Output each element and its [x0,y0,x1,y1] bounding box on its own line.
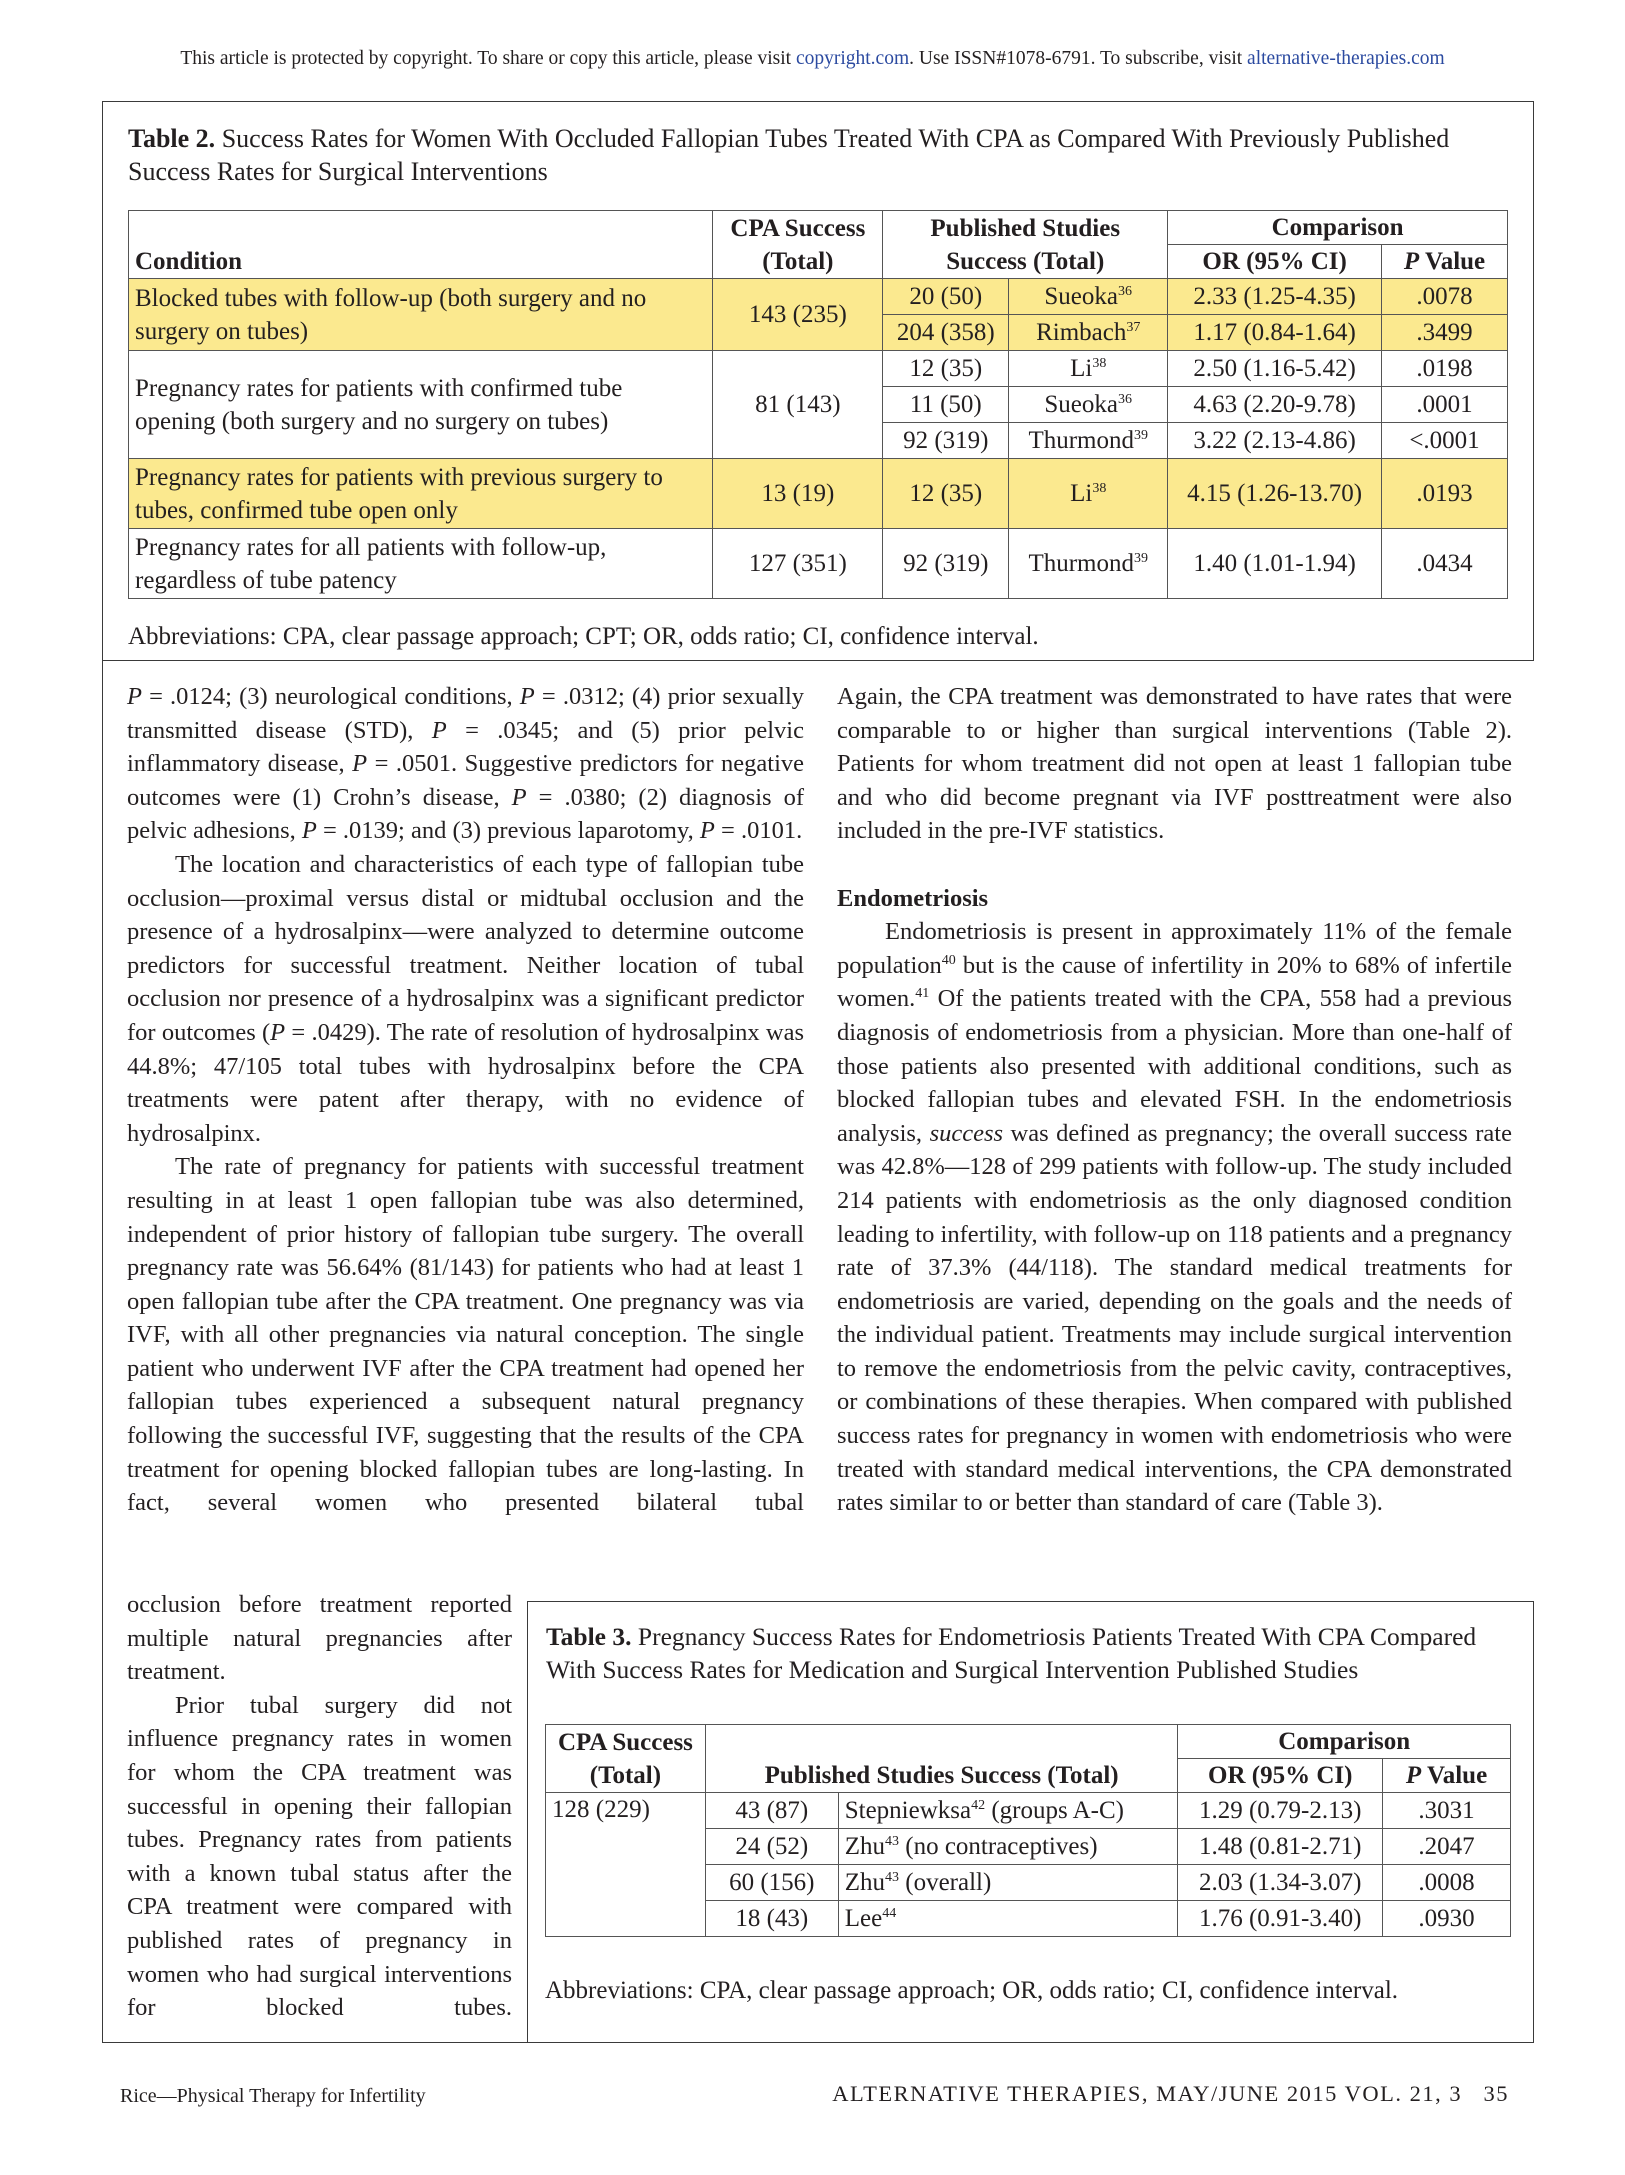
or-cell: 1.76 (0.91-3.40) [1178,1901,1383,1937]
col-comparison-header: Comparison [1178,1725,1511,1759]
col-or-header: OR (95% CI) [1178,1759,1383,1793]
p-cell: .3499 [1382,315,1508,351]
left-paragraph-4: Prior tubal surgery did not influence pregnancy rates in women for whom the CPA treatment was successful in opening their fallopian tubes. Pregnancy rates from patients with a known tubal status after the CPA treatment were compared with published rates of pregnancy in women who had surgical interventions for blocked tubes. [127,1691,512,2022]
study-name: Zhu [844,1869,885,1896]
pub-cell: 12 (35) [883,351,1009,387]
ref-number: 39 [1133,428,1148,443]
or-cell: 4.63 (2.20-9.78) [1168,387,1382,423]
ref-number: 38 [1092,356,1107,371]
cpa-cell: 143 (235) [713,279,883,351]
left-paragraph-3-cont: occlusion before treatment reported multiple natural pregnancies after treatment. [127,1591,512,1686]
study-name: Sueoka [1044,283,1119,310]
study-name: Thurmond [1028,550,1134,577]
p-cell: .0078 [1382,279,1508,315]
table3 [545,1724,1511,1937]
left-column-narrow [127,1588,512,2025]
cpa-cell: 127 (351) [713,529,883,599]
table-row [129,459,1508,529]
cpa-header-line2: (Total) [589,1761,662,1789]
table3-caption [546,1620,1531,1686]
section-heading-endometriosis: Endometriosis [837,884,989,912]
or-cell: 1.48 (0.81-2.71) [1178,1829,1383,1865]
cpa-cell: 128 (229) [546,1793,706,1937]
pub-cell: 11 (50) [883,387,1009,423]
table3-title: Pregnancy Success Rates for Endometriosis Patients Treated With CPA Compared With Success Rates for Medication and Surgical Intervention Published Studies [546,1622,1477,1684]
table2-title: Success Rates for Women With Occluded Fallopian Tubes Treated With CPA as Compared With Previously Published Success Rates for Surgical Interventions [128,124,1450,186]
page-frame-bottom [102,2042,530,2043]
or-cell: 1.29 (0.79-2.13) [1178,1793,1383,1829]
table3-label: Table 3. [546,1622,632,1651]
ref-number: 43 [885,1870,899,1885]
cpa-cell: 13 (19) [713,459,883,529]
left-paragraph-1: P = .0124; (3) neurological conditions, P = .0312; (4) prior sexually transmitted disease (STD), P = .0345; and (5) prior pelvic inflammatory disease, P = .0501. Suggestive predictors for negative outcomes were (1) Crohn’s disease, P = .0380; (2) diagnosis of pelvic adhesions, P = .0139; and (3) previous laparotomy, P = .0101. [127,683,804,845]
ref-number: 44 [882,1906,897,1921]
condition-cell: Pregnancy rates for patients with confirmed tube opening (both surgery and no surgery on tubes) [129,351,713,459]
study-name: Li [1070,480,1093,507]
condition-cell: Pregnancy rates for all patients with follow-up, regardless of tube patency [129,529,713,599]
study-name: Li [1070,355,1093,382]
left-paragraph-3: The rate of pregnancy for patients with successful treatment resulting in at least 1 open fallopian tube was also determined, independent of prior history of fallopian tube surgery. The overall pregnancy rate was 56.64% (81/143) for patients who had at least 1 open fallopian tube after the CPA treatment. One pregnancy was via IVF, with all other pregnancies via natural conception. The single patient who underwent IVF after the CPA treatment had opened her fallopian tubes experienced a subsequent natural pregnancy following the successful IVF, suggesting that the results of the CPA treatment for opening blocked fallopian tubes are long-lasting. In fact, several women who presented bilateral tubal [127,1153,804,1517]
table2-label: Table 2. [128,124,216,153]
ref-number: 36 [1118,392,1133,407]
or-cell: 3.22 (2.13-4.86) [1168,423,1382,459]
pub-cell: 43 (87) [705,1793,838,1829]
right-column [837,680,1512,1520]
col-cpa-header [713,211,883,279]
pub-cell: 92 (319) [883,423,1009,459]
copyright-notice [0,48,1625,70]
cpa-header-line2: (Total) [762,247,834,275]
col-published-header: Published Studies Success (Total) [705,1725,1178,1793]
ref-number: 36 [1118,284,1133,299]
ref-number: 38 [1092,481,1107,496]
study-name: Thurmond [1028,427,1134,454]
p-italic: P [1405,1762,1422,1789]
cpa-header-line1: CPA Success [557,1728,693,1756]
or-cell: 1.40 (1.01-1.94) [1168,529,1382,599]
p-cell: .0193 [1382,459,1508,529]
pub-cell: 92 (319) [883,529,1009,599]
table-row [129,529,1508,599]
left-column [127,680,804,1520]
table-row [546,1793,1511,1829]
page-frame-left [102,660,103,2043]
study-cell [1009,351,1168,387]
pub-cell: 20 (50) [883,279,1009,315]
study-cell [1009,423,1168,459]
ref-number: 37 [1126,320,1141,335]
or-cell: 2.50 (1.16-5.42) [1168,351,1382,387]
notice-middle: . Use ISSN#1078-6791. To subscribe, visit [909,48,1248,69]
right-paragraph-2: Endometriosis is present in approximately 11% of the female population$^{40}$ but is the cause of infertility in 20% to 68% of infertile women.$^{41}$ Of the patients treated with the CPA, 558 had a previous diagnosis of endometriosis from a physician. More than one-half of those patients also presented with additional conditions, such as blocked fallopian tubes and elevated FSH. In the endometriosis analysis, success was defined as pregnancy; the overall success rate was 42.8%—128 of 299 patients with follow-up. The study included 214 patients with endometriosis as the only diagnosed condition leading to infertility, with follow-up on 118 patients and a pregnancy rate of 37.3% (44/118). The standard medical treatments for endometriosis are varied, depending on the goals and the needs of the individual patient. Treatments may include surgical intervention to remove the endometriosis from the pelvic cavity, contraceptives, or combinations of these therapies. When compared with published success rates for pregnancy in women with endometriosis who were treated with standard medical interventions, the CPA demonstrated rates similar to or better than standard of care (Table 3). [837,918,1512,1517]
study-cell [838,1865,1178,1901]
table2-box [102,101,1534,661]
study-name: Stepniewksa [844,1797,972,1824]
condition-cell: Blocked tubes with follow-up (both surgery and no surgery on tubes) [129,279,713,351]
p-cell: .3031 [1383,1793,1511,1829]
table2-abbreviations: Abbreviations: CPA, clear passage approach; CPT; OR, odds ratio; CI, confidence interval. [128,623,1039,650]
condition-cell: Pregnancy rates for patients with previous surgery to tubes, confirmed tube open only [129,459,713,529]
col-published-header [883,211,1168,279]
right-paragraph-1: Again, the CPA treatment was demonstrated to have rates that were comparable to or higher than surgical interventions (Table 2). Patients for whom treatment did not open at least 1 fallopian tube and who did become pregnant via IVF posttreatment were also included in the pre-IVF statistics. [837,683,1512,845]
p-cell: .0198 [1382,351,1508,387]
col-p-header [1383,1759,1511,1793]
study-cell [1009,529,1168,599]
col-comparison-header: Comparison [1168,211,1508,245]
table3-abbreviations: Abbreviations: CPA, clear passage approach; OR, odds ratio; CI, confidence interval. [545,1977,1399,2004]
study-note: (overall) [899,1869,992,1896]
cpa-header-line1: CPA Success [730,214,866,242]
subscribe-link[interactable]: alternative-therapies.com [1247,48,1445,69]
p-rest: Value [1421,1762,1488,1789]
pub-header-line2: Success (Total) [946,247,1105,275]
study-name: Sueoka [1044,391,1119,418]
p-cell: <.0001 [1382,423,1508,459]
study-cell [838,1901,1178,1937]
ref-number: 43 [885,1834,899,1849]
table3-box [527,1601,1534,2043]
pub-cell: 60 (156) [705,1865,838,1901]
spacer [837,848,1512,882]
p-cell: .2047 [1383,1829,1511,1865]
table2 [128,210,1508,599]
study-cell [1009,459,1168,529]
ref-number: 39 [1133,551,1148,566]
p-cell: .0434 [1382,529,1508,599]
p-rest: Value [1419,248,1486,275]
copyright-link[interactable]: copyright.com [795,48,910,69]
table-row [129,351,1508,387]
running-footer-left: Rice—Physical Therapy for Infertility [120,2085,426,2107]
left-paragraph-2: The location and characteristics of each type of fallopian tube occlusion—proximal versus distal or midtubal occlusion and the presence of a hydrosalpinx—were analyzed to determine outcome predictors for successful treatment. Neither location of tubal occlusion nor presence of a hydrosalpinx was a significant predictor for outcomes (P = .0429). The rate of resolution of hydrosalpinx was 44.8%; 47/105 total tubes with hydrosalpinx before the CPA treatments were patent after therapy, with no evidence of hydrosalpinx. [127,850,804,1147]
col-or-header: OR (95% CI) [1168,245,1382,279]
pub-cell: 24 (52) [705,1829,838,1865]
or-cell: 2.33 (1.25-4.35) [1168,279,1382,315]
p-cell: .0008 [1383,1865,1511,1901]
pub-cell: 18 (43) [705,1901,838,1937]
pub-header-line1: Published Studies [930,214,1121,242]
or-cell: 1.17 (0.84-1.64) [1168,315,1382,351]
pub-cell: 12 (35) [883,459,1009,529]
or-cell: 2.03 (1.34-3.07) [1178,1865,1383,1901]
study-note: (groups A-C) [985,1797,1124,1824]
study-cell [1009,315,1168,351]
col-condition-header: Condition [129,211,713,279]
p-italic: P [1403,248,1420,275]
p-cell: .0930 [1383,1901,1511,1937]
study-cell [838,1829,1178,1865]
cpa-cell: 81 (143) [713,351,883,459]
notice-prefix: This article is protected by copyright. To share or copy this article, please visit [180,48,796,69]
study-cell [1009,387,1168,423]
col-p-header [1382,245,1508,279]
or-cell: 4.15 (1.26-13.70) [1168,459,1382,529]
col-cpa-header [546,1725,706,1793]
study-cell [838,1793,1178,1829]
study-name: Rimbach [1036,319,1127,346]
pub-cell: 204 (358) [883,315,1009,351]
table2-caption [128,122,1508,188]
study-note: (no contraceptives) [899,1833,1098,1860]
running-footer-right: ALTERNATIVE THERAPIES, MAY/JUNE 2015 VOL. 21, 3 35 [832,2081,1509,2106]
study-name: Zhu [844,1833,885,1860]
table2-bottom-rule [102,660,1534,661]
study-name: Lee [844,1905,883,1932]
p-cell: .0001 [1382,387,1508,423]
table-row [129,279,1508,315]
ref-number: 42 [971,1798,986,1813]
study-cell [1009,279,1168,315]
